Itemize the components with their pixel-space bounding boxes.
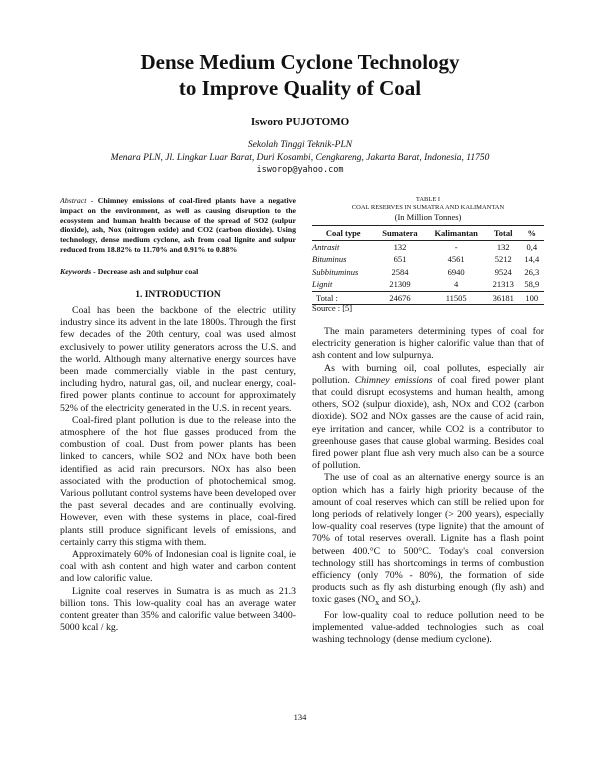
abstract-text: Chimney emissions of coal-fired plants have a negative impact on the environment, as well as causing disruption to the ecosystem and human health because of the spread of SO2 (sulpur dioxide), ash, Nox (nitrogen oxide) and CO2 (carbon dioxide). Using technology, dense medium cyclone, ash from coal lignite and sulpur reduced from 18.82% to 11.70% and 0.91% to 0.88%: [60, 196, 296, 254]
abstract: [60, 196, 296, 255]
paragraph: For low-quality coal to reduce pollution need to be implemented value-added technologies such as coal washing technology (dense medium cyclone).: [312, 609, 544, 646]
cell-total: 36181: [487, 291, 520, 304]
paragraph: Lignite coal reserves in Sumatra is as much as 21.3 billion tons. This low-quality coal has an average water content greater than 35% and calorific value between 3400-5000 kcal / kg.: [60, 585, 296, 634]
paragraph: The main parameters determining types of coal for electricity generation is higher calorific value than that of ash content and low sulpurnya.: [312, 326, 544, 362]
table-units: (In Million Tonnes): [394, 212, 462, 222]
cell-total: 132: [496, 242, 510, 252]
section-heading-introduction: 1. INTRODUCTION: [135, 290, 221, 300]
cell-total: 9524: [494, 266, 512, 277]
keywords-text: - Decrease ash and sulphur coal: [93, 267, 199, 276]
cell-coal-type: Lignit: [312, 279, 333, 290]
table-source: Source : [5]: [312, 303, 353, 313]
keywords: [60, 267, 296, 277]
author-name: Isworo PUJOTOMO: [250, 116, 350, 128]
text-run: ).: [414, 594, 421, 606]
introduction-body: [60, 305, 296, 634]
emphasis-chimney-emissions: Chimney emissions: [354, 374, 433, 386]
paragraph: Coal-fired plant pollution is due to the release into the atmosphere of the hot flue gasses produced from the combustion of coal. Dust from power plants has been linked to cancers, while SO2 and NOx have both been identified as acid rain precursors. NOx has also been associated with the production of photochemical smog. Various pollutant control systems have been developed over the past several decades and are continually evolving. However, even with these systems in place, coal-fired plants still produce significant levels of emissions, and certainly carry this stigma with them.: [60, 414, 296, 548]
cell-kalimantan: 6940: [447, 266, 465, 277]
cell-kalimantan: 4561: [447, 254, 465, 265]
cell-coal-type: Antrasit: [312, 242, 340, 252]
table-row: [312, 253, 544, 265]
cell-percent: 100: [520, 291, 544, 304]
table-row: [312, 266, 544, 278]
paragraph: Approximately 60% of Indonesian coal is lignite coal, ie coal with ash content and high water and carbon content and low calorific value.: [60, 549, 296, 585]
cell-percent: 14,4: [524, 254, 540, 265]
cell-kalimantan: 11505: [425, 291, 486, 304]
table-header-row: [312, 226, 544, 241]
text-run: of coal fired power plant that could disrupt ecosystems and human health, among others, SO2 (sulpur dioxide), ash, NOx and CO2 (carbon dioxide). SO2 and NOx gasses are the cause of acid rain, eye irritation and cancer, while CO2 is a contributor to greenhouse gases that cause global warming. Besides coal fired power plant flue ash very much also can be a source of pollution.: [312, 374, 545, 472]
cell-total: 21313: [492, 279, 514, 290]
cell-sumatera: 132: [393, 242, 407, 252]
cell-sumatera: 651: [393, 254, 407, 265]
affiliation-institution: Sekolah Tinggi Teknik-PLN: [247, 140, 353, 150]
cell-total-label: Total :: [312, 291, 374, 304]
header-percent: %: [520, 226, 544, 241]
subscript-x: x: [410, 598, 415, 608]
table-row: [312, 278, 544, 291]
cell-coal-type: Bituminus: [312, 254, 347, 265]
cell-kalimantan: 4: [454, 279, 459, 290]
cell-percent: 58,9: [524, 279, 540, 290]
table-number: TABLE I: [415, 196, 441, 203]
coal-reserves-table: [312, 225, 544, 305]
cell-sumatera: 2584: [391, 266, 409, 277]
title-line-1: Dense Medium Cyclone Technology: [140, 50, 460, 74]
affiliation-address: Menara PLN, Jl. Lingkar Luar Barat, Duri Kosambi, Cengkareng, Jakarta Barat, Indonesia, 11750: [110, 153, 490, 163]
cell-sumatera: 21309: [389, 279, 411, 290]
header-coal-type: Coal type: [312, 226, 374, 241]
table-title: COAL RESERVES IN SUMATRA AND KALIMANTAN: [351, 204, 505, 211]
text-run: As with burning oil, coal pollutes, especially air pollution.: [312, 362, 544, 386]
paragraph: [312, 472, 544, 609]
cell-coal-type: Subbituminus: [312, 266, 359, 277]
cell-kalimantan: -: [454, 242, 458, 252]
paragraph: [312, 363, 544, 473]
text-run: and SO: [379, 594, 411, 606]
subscript-x: x: [375, 598, 380, 608]
paragraph: Coal has been the backbone of the electric utility industry since its advent in the late 1800s. Through the first few decades of the 20th century, coal was used almost exclusively to power utility generators across the U.S. and the world. Although many alternative energy sources have been made commercially viable in the past century, including hydro, natural gas, oil, and nuclear energy, coal-fired power plants continue to account for approximately 52% of the electricity generated in the U.S. in recent years.: [60, 305, 296, 414]
abstract-label: Abstract -: [60, 196, 94, 205]
cell-percent: 26,3: [524, 266, 540, 277]
header-sumatera: Sumatera: [374, 226, 425, 241]
header-total: Total: [487, 226, 520, 241]
keywords-label: Keywords: [60, 267, 92, 276]
cell-total: 5212: [494, 254, 512, 265]
title-line-2: to Improve Quality of Coal: [178, 76, 422, 100]
right-column-body: [312, 326, 544, 646]
header-kalimantan: Kalimantan: [425, 226, 486, 241]
author-email[interactable]: isworop@yahoo.com: [256, 165, 344, 175]
cell-percent: 0,4: [526, 242, 538, 252]
table-row: [312, 241, 544, 254]
cell-sumatera: 24676: [374, 291, 425, 304]
text-run: The use of coal as an alternative energy source is an option which has a fairly high priority because of the amount of coal reserves which can still be relied upon for long periods of relatively longer (> 200 years), especially low-quality coal reserves (type lignite) that the amount of 70% of total reserves overall. Lignite has a flash point between 400.°C to 500°C. Today's coal conversion technology still has shortcomings in terms of combustion efficiency (only 70% - 80%), the formation of side products such as fly ash disturbing enough (fly ash) and toxic gases (NO: [312, 472, 544, 606]
page-number: 134: [293, 712, 307, 722]
